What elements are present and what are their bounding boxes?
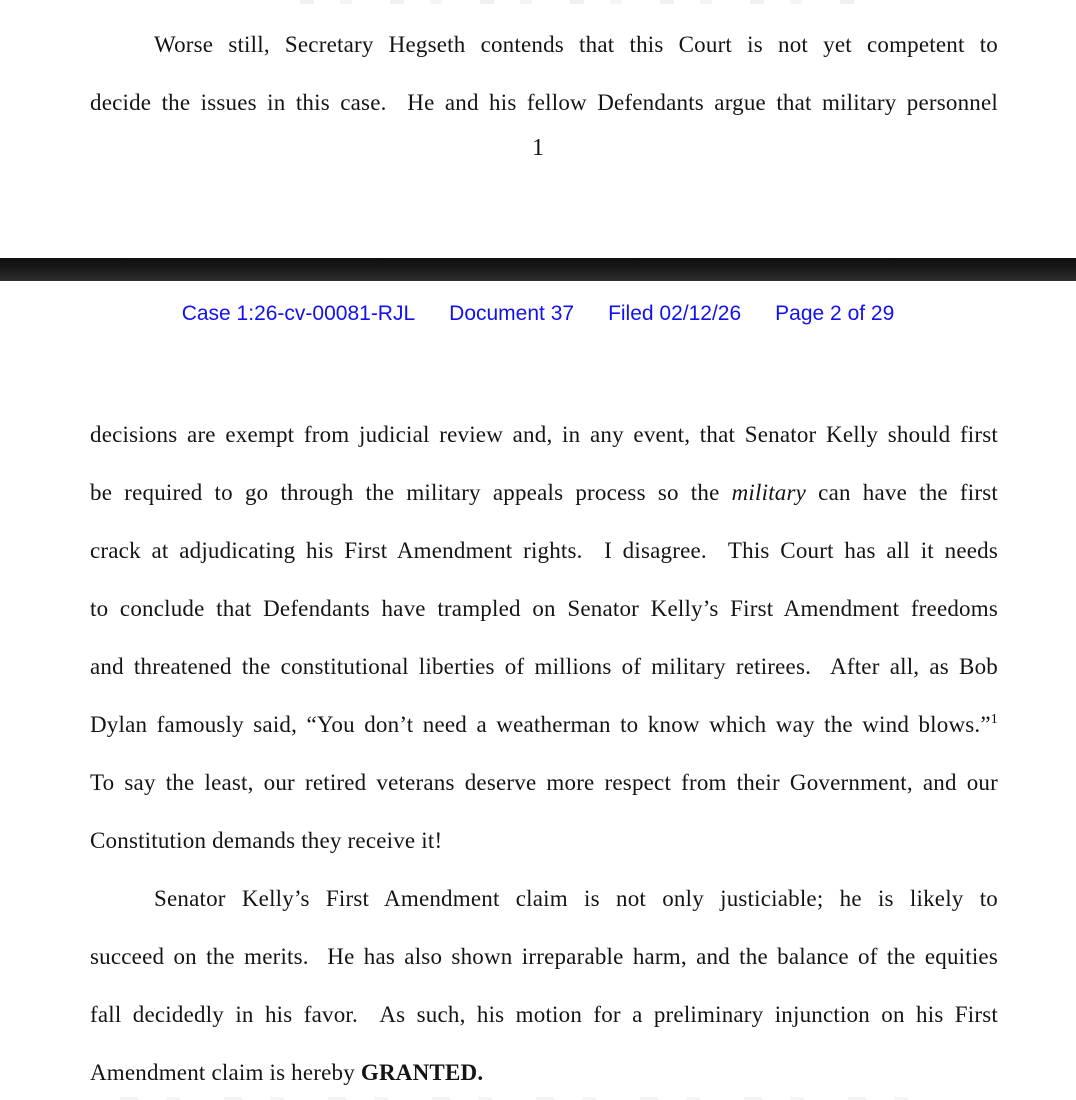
body-line: fall decidedly in his favor. As such, his motion for a preliminary injunction on his First [90, 1002, 998, 1027]
document-number-stamp: Document 37 [449, 302, 575, 325]
body-line: Worse still, Secretary Hegseth contends that this Court is not yet competent to [154, 32, 998, 57]
body-line: crack at adjudicating his First Amendment rights. I disagree. This Court has all it needs [90, 538, 998, 563]
page-number: 1 [532, 135, 544, 161]
body-line: decide the issues in this case. He and his fellow Defendants argue that military personnel [90, 90, 998, 115]
granted-ruling-text: GRANTED [360, 1060, 478, 1085]
body-line: succeed on the merits. He has also shown irreparable harm, and the balance of the equities [90, 944, 998, 969]
case-number-stamp: Case 1:26-cv-00081-RJL [181, 302, 416, 325]
page1-text-fragment [90, 16, 998, 132]
pacer-stamp-header [0, 300, 1076, 328]
body-line: Dylan famously said, “You don’t need a weatherman to know which way the wind blows.”$^1$ [90, 712, 998, 737]
body-line: Senator Kelly’s First Amendment claim is not only justiciable; he is likely to [154, 886, 998, 911]
italic-word: military [731, 480, 807, 505]
body-line: To say the least, our retired veterans deserve more respect from their Government, and our [90, 770, 998, 795]
body-line: be required to go through the military appeals process so the military can have the first [90, 480, 998, 505]
body-line: and threatened the constitutional liberties of millions of military retirees. After all, as Bob [90, 654, 998, 679]
footnote-reference: 1 [990, 712, 998, 727]
page-count-stamp: Page 2 of 29 [775, 302, 895, 325]
body-line: Amendment claim is hereby GRANTED. [90, 1060, 484, 1085]
body-line: to conclude that Defendants have trampled on Senator Kelly’s First Amendment freedoms [90, 596, 998, 621]
body-line: decisions are exempt from judicial review and, in any event, that Senator Kelly should first [90, 422, 998, 447]
filed-date-stamp: Filed 02/12/26 [608, 302, 742, 325]
cutoff-text-remnant-top [300, 0, 860, 4]
page2-text-body [90, 406, 998, 1100]
page-separator-bar [0, 258, 1076, 281]
body-line: Constitution demands they receive it! [90, 828, 443, 853]
